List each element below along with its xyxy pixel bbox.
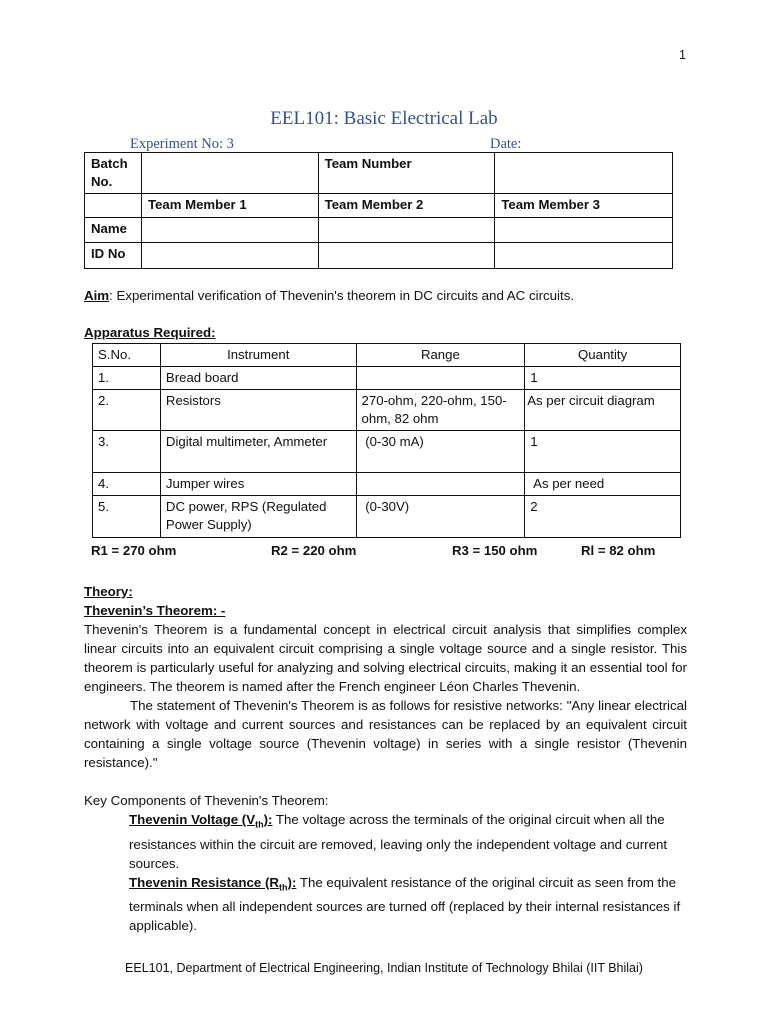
table-row xyxy=(93,496,681,538)
sno-cell: 1. xyxy=(93,367,161,390)
team-member-2-header: Team Member 2 xyxy=(318,194,495,218)
thevenin-resistance-item xyxy=(84,873,687,936)
thevenin-subheading: Thevenin’s Theorem: - xyxy=(84,603,226,618)
quantity-cell: As per circuit diagram xyxy=(525,390,681,431)
team-table xyxy=(84,152,673,269)
table-row xyxy=(93,390,681,431)
id-cell-1[interactable] xyxy=(141,243,318,269)
id-cell-3[interactable] xyxy=(495,243,673,269)
range-cell xyxy=(356,367,525,390)
thevenin-voltage-text: The voltage across the terminals of the original circuit when all the resistances within the circuit are removed, leaving only the independent voltage and current sources. xyxy=(129,812,668,871)
thevenin-voltage-label xyxy=(129,812,273,830)
page-number: 1 xyxy=(679,48,686,62)
vth-subscript: th xyxy=(255,819,264,830)
aim-label: Aim xyxy=(84,288,110,303)
batch-value[interactable] xyxy=(141,153,318,194)
sno-cell: 4. xyxy=(93,473,161,496)
name-cell-3[interactable] xyxy=(495,218,673,243)
instrument-cell: Resistors xyxy=(160,390,356,431)
theory-paragraph-1: Thevenin's Theorem is a fundamental concept in electrical circuit analysis that simplifies complex linear circuits into an equivalent circuit comprising a single voltage source and a single resistor. This theorem is particularly useful for analyzing and solving electrical circuits, making it an essential tool for engineers. The theorem is named after the French engineer Léon Charles Thevenin. xyxy=(84,622,687,694)
apparatus-heading: Apparatus Required: xyxy=(84,325,216,340)
theory-heading: Theory: xyxy=(84,584,133,599)
page-footer: EEL101, Department of Electrical Engineering, Indian Institute of Technology Bhilai (IIT Bhilai) xyxy=(125,961,643,975)
id-cell-2[interactable] xyxy=(318,243,495,269)
r2-value: R2 = 220 ohm xyxy=(271,543,357,558)
team-number-label: Team Number xyxy=(318,153,495,194)
table-row xyxy=(93,431,681,473)
name-cell-1[interactable] xyxy=(141,218,318,243)
date-label: Date: xyxy=(490,136,522,152)
page-title: EEL101: Basic Electrical Lab xyxy=(270,108,498,129)
rth-label-text: Thevenin Resistance (R xyxy=(129,874,280,890)
range-cell: (0-30V) xyxy=(356,496,525,538)
thevenin-resistance-text: The equivalent resistance of the original circuit as seen from the terminals when all independent sources are turned off (replaced by their internal resistances if applicable). xyxy=(129,874,681,934)
range-cell xyxy=(356,473,525,496)
instrument-cell: Bread board xyxy=(160,367,356,390)
batch-label: Batch No. xyxy=(85,153,142,194)
name-cell-2[interactable] xyxy=(318,218,495,243)
sno-cell: 5. xyxy=(93,496,161,538)
range-cell: (0-30 mA) xyxy=(356,431,525,473)
instrument-cell: Jumper wires xyxy=(160,473,356,496)
r1-value: R1 = 270 ohm xyxy=(91,543,177,558)
col-header-instrument: Instrument xyxy=(160,344,356,367)
range-cell: 270-ohm, 220-ohm, 150-ohm, 82 ohm xyxy=(356,390,525,431)
theory-paragraph-2: The statement of Thevenin's Theorem is as follows for resistive networks: "Any linear electrical network with voltage and current sources and resistances can be replaced by an equivalent circuit containing a single voltage source (Thevenin voltage) in series with a single resistor (Thevenin resistance)." xyxy=(84,698,687,770)
rl-value: Rl = 82 ohm xyxy=(581,543,656,558)
experiment-number: Experiment No: 3 xyxy=(130,136,234,152)
instrument-cell: DC power, RPS (Regulated Power Supply) xyxy=(160,496,356,538)
empty-cell xyxy=(85,194,142,218)
quantity-cell: 1 xyxy=(525,367,681,390)
sno-cell: 3. xyxy=(93,431,161,473)
thevenin-resistance-label xyxy=(129,874,297,893)
col-header-sno: S.No. xyxy=(93,344,161,367)
team-number-value[interactable] xyxy=(495,153,673,194)
id-label: ID No xyxy=(85,243,142,269)
col-header-quantity: Quantity xyxy=(525,344,681,367)
quantity-cell: As per need xyxy=(525,473,681,496)
rth-subscript: th xyxy=(279,882,288,893)
theory-section xyxy=(84,582,687,935)
quantity-cell: 1 xyxy=(525,431,681,473)
col-header-range: Range xyxy=(356,344,525,367)
vth-label-text: Thevenin Voltage (V xyxy=(129,812,256,827)
key-components-label: Key Components of Thevenin's Theorem: xyxy=(84,793,329,808)
quantity-cell: 2 xyxy=(525,496,681,538)
aim-text: : Experimental verification of Thevenin's theorem in DC circuits and AC circuits. xyxy=(109,288,575,303)
sno-cell: 2. xyxy=(93,390,161,431)
name-label: Name xyxy=(85,218,142,243)
vth-label-end: ): xyxy=(263,812,273,827)
rth-label-end: ): xyxy=(287,874,297,890)
r3-value: R3 = 150 ohm xyxy=(452,543,538,558)
aim-section xyxy=(84,288,574,303)
team-member-3-header: Team Member 3 xyxy=(495,194,673,218)
thevenin-voltage-item xyxy=(84,810,687,873)
instrument-cell: Digital multimeter, Ammeter xyxy=(160,431,356,473)
table-row xyxy=(93,367,681,390)
apparatus-table xyxy=(92,343,681,538)
table-row xyxy=(93,473,681,496)
team-member-1-header: Team Member 1 xyxy=(141,194,318,218)
